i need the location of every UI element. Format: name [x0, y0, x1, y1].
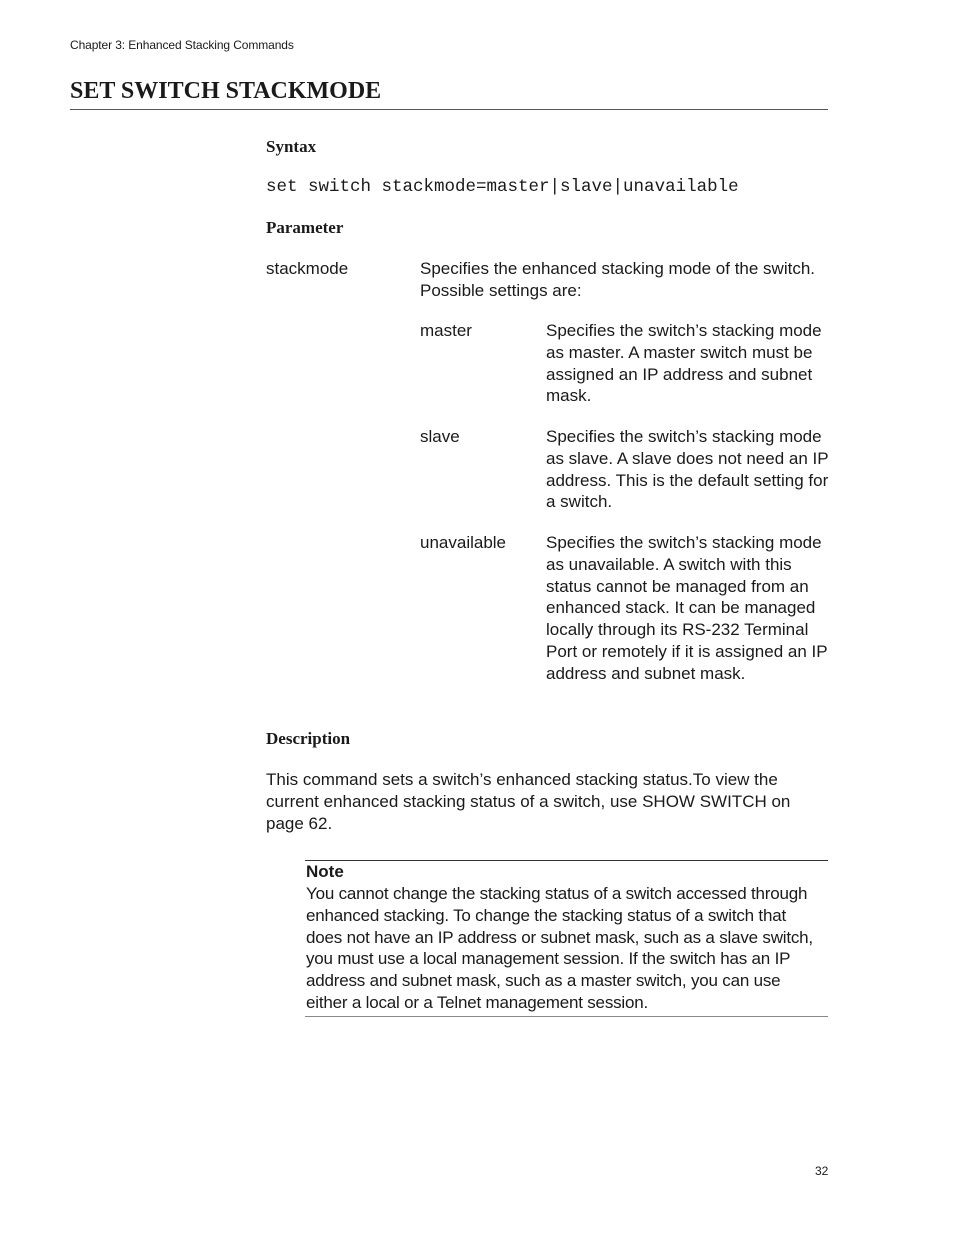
page-title: SET SWITCH STACKMODE — [70, 78, 382, 104]
running-header: Chapter 3: Enhanced Stacking Commands — [70, 38, 294, 52]
note-box — [305, 860, 828, 1017]
description-text: This command sets a switch’s enhanced stacking status.To view the current enhanced stacking status of a switch, use SHOW SWITCH on page 62. — [266, 770, 791, 833]
syntax-heading: Syntax — [266, 137, 317, 156]
description-heading: Description — [266, 729, 351, 748]
page-number: 32 — [815, 1164, 829, 1178]
option-name-slave: slave — [420, 427, 460, 446]
syntax-command: set switch stackmode=master|slave|unavailable — [266, 177, 739, 197]
option-description-master: Specifies the switch’s stacking mode as master. A master switch must be assigned an IP address and subnet mask. — [546, 321, 822, 406]
option-description-slave: Specifies the switch’s stacking mode as slave. A slave does not need an IP address. This is the default setting for a switch. — [546, 427, 829, 512]
option-description-unavailable: Specifies the switch’s stacking mode as unavailable. A switch with this status cannot be managed from an enhanced stack. It can be managed locally through its RS-232 Terminal Port or remotely if it is assigned an IP address and subnet mask. — [546, 533, 828, 683]
option-name-unavailable: unavailable — [420, 533, 507, 552]
option-name-master: master — [420, 321, 472, 340]
parameter-name: stackmode — [266, 259, 349, 278]
title-rule — [70, 109, 828, 110]
note-title: Note — [306, 862, 344, 881]
parameter-description: Specifies the enhanced stacking mode of the switch. Possible settings are: — [420, 259, 816, 300]
note-text: You cannot change the stacking status of a switch accessed through enhanced stacking. To change the stacking status of a switch that does not have an IP address or subnet mask, such as a slave switch, you must use a local management session. If the switch has an IP address and subnet mask, such as a master switch, you can use either a local or a Telnet management session. — [306, 884, 813, 1012]
parameter-heading: Parameter — [266, 218, 344, 237]
